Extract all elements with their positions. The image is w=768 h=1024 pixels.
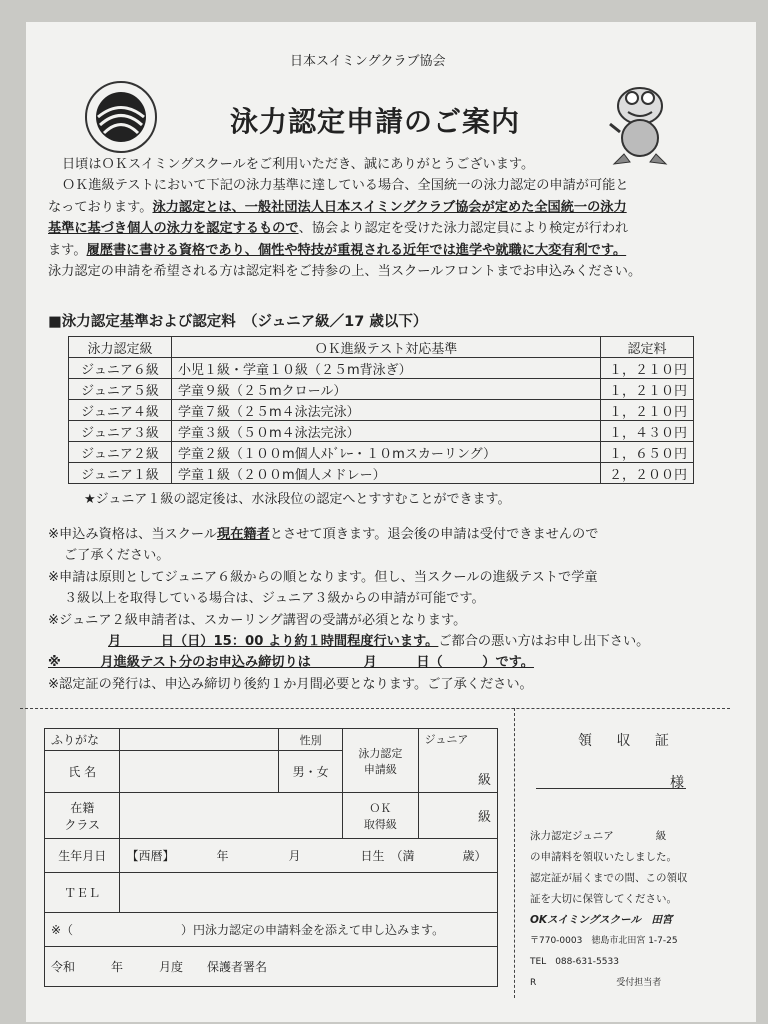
receipt-tel: TEL 088-631-5533 [530, 957, 619, 967]
intro-line: 泳力認定の申請を希望される方は認定料をご持参の上、当スクールフロントまでお申込みください。 [48, 264, 642, 280]
note-line: ※申請は原則としてジュニア６級からの順となります。但し、当スクールの進級テストで学童 [48, 569, 598, 585]
application-form [44, 728, 498, 987]
class-field[interactable] [120, 793, 343, 839]
receipt-line: の申請料を領収いたしました。 [530, 851, 677, 863]
fee-cell: １，２１０円 [601, 358, 694, 379]
receipt-sama: 様 [670, 775, 684, 791]
fee-cell: １，２１０円 [601, 379, 694, 400]
receipt-school: OKスイミングスクール 田宮 [530, 914, 673, 926]
intro-line: ます。履歴書に書ける資格であり、個性や特技が重視される近年では進学や就職に大変有利です。 [48, 242, 627, 258]
grade-cell: ジュニア１級 [69, 463, 172, 484]
table-row [69, 358, 694, 379]
table-header: ＯＫ進級テスト対応基準 [172, 337, 601, 358]
jsca-seal-icon [84, 80, 158, 154]
criteria-cell: 学童７級（２５m４泳法完泳） [172, 400, 601, 421]
table-header: 泳力認定級 [69, 337, 172, 358]
cut-line-vertical [514, 708, 515, 998]
intro-line: 日頃はＯＫスイミングスクールをご利用いただき、誠にありがとうございます。 [62, 157, 535, 172]
intro-text [48, 154, 728, 282]
table-row [69, 463, 694, 484]
apply-grade-field[interactable]: ジュニア 級 [418, 729, 497, 793]
note-line: ご了承ください。 [64, 548, 170, 564]
name-label: 氏 名 [45, 751, 120, 793]
criteria-cell: 学童２級（１００m個人ﾒﾄﾞﾚｰ・１０mスカーリング） [172, 442, 601, 463]
receipt-line: 証を大切に保管してください。 [530, 893, 677, 905]
fee-cell: １，２１０円 [601, 400, 694, 421]
grade-cell: ジュニア３級 [69, 421, 172, 442]
notes [48, 524, 728, 695]
note-line: ※申込み資格は、当スクール現在籍者とさせて頂きます。退会後の申請は受付できませんので [48, 527, 599, 542]
note-line: ※認定証の発行は、申込み締切り後約１か月間必要となります。ご了承ください。 [48, 676, 533, 692]
receipt-title: 領 収 証 [578, 733, 679, 749]
grade-cell: ジュニア５級 [69, 379, 172, 400]
star-note: ★ジュニア１級の認定後は、水泳段位の認定へとすすむことができます。 [84, 492, 511, 507]
ok-grade-label: ＯＫ 取得級 [343, 793, 418, 839]
grade-fee-table [68, 336, 694, 484]
gender-label: 性別 [279, 729, 343, 751]
grade-cell: ジュニア２級 [69, 442, 172, 463]
intro-line: 基準に基づき個人の泳力を認定するもので、協会より認定を受けた泳力認定員により検定が行われ [48, 221, 629, 237]
criteria-cell: 小児１級・学童１０級（２５m背泳ぎ） [172, 358, 601, 379]
table-header: 認定料 [601, 337, 694, 358]
criteria-cell: 学童９級（２５mクロール） [172, 379, 601, 400]
class-label: 在籍 クラス [45, 793, 120, 839]
birth-label: 生年月日 [45, 839, 120, 873]
note-line: ３級以上を取得している場合は、ジュニア３級からの申請が可能です。 [64, 591, 485, 607]
table-row [69, 400, 694, 421]
birth-field[interactable]: 【西暦】 年 月 日生 （満 歳） [120, 839, 498, 873]
receipt-name-line [536, 788, 686, 789]
criteria-cell: 学童３級（５０m４泳法完泳） [172, 421, 601, 442]
receipt-line: 認定証が届くまでの間、この領収 [530, 872, 688, 884]
table-row [69, 442, 694, 463]
table-header-row [69, 337, 694, 358]
grade-cell: ジュニア６級 [69, 358, 172, 379]
section-heading: ■泳力認定基準および認定料 （ジュニア級／17 歳以下） [48, 314, 428, 330]
fee-line: ※（ ）円泳力認定の申請料金を添えて申し込みます。 [45, 913, 498, 947]
apply-grade-label: 泳力認定 申請級 [343, 729, 418, 793]
table-row [69, 421, 694, 442]
furigana-field[interactable] [120, 729, 279, 751]
note-line: ※ジュニア２級申請者は、スカーリング講習の受講が必須となります。 [48, 612, 467, 628]
signature-line[interactable]: 令和 年 月度 保護者署名 [45, 947, 498, 987]
page-title: 泳力認定申請のご案内 [230, 105, 521, 138]
intro-line: なっております。泳力認定とは、一般社団法人日本スイミングクラブ協会が定めた全国統一の泳力 [48, 199, 627, 215]
ok-grade-field[interactable]: 級 [418, 793, 497, 839]
intro-line: ＯＫ進級テストにおいて下記の泳力基準に達している場合、全国統一の泳力認定の申請が可能と [62, 178, 629, 194]
criteria-cell: 学童１級（２００m個人メドレー） [172, 463, 601, 484]
fee-cell: １，６５０円 [601, 442, 694, 463]
fee-cell: １，４３０円 [601, 421, 694, 442]
tel-field[interactable] [120, 873, 498, 913]
tel-label: ＴＥＬ [45, 873, 120, 913]
fee-cell: ２，２００円 [601, 463, 694, 484]
receipt-text [530, 826, 730, 994]
note-line: 月 日（日）15：00 より約１時間程度行います。ご都合の悪い方はお申し出下さい。 [108, 634, 650, 650]
note-line: ※ 月進級テスト分のお申込み締切りは 月 日（ ）です。 [48, 655, 534, 671]
furigana-label: ふりがな [45, 729, 120, 751]
grade-cell: ジュニア４級 [69, 400, 172, 421]
receipt-footer: R 受付担当者 [530, 978, 662, 988]
cut-line [20, 708, 730, 709]
gender-select[interactable]: 男・女 [279, 751, 343, 793]
receipt-address: 〒770-0003 徳島市北田宮 1-7-25 [530, 936, 678, 946]
name-field[interactable] [120, 751, 279, 793]
receipt-line: 泳力認定ジュニア 級 [530, 830, 667, 842]
org-name: 日本スイミングクラブ協会 [290, 54, 446, 69]
table-row [69, 379, 694, 400]
